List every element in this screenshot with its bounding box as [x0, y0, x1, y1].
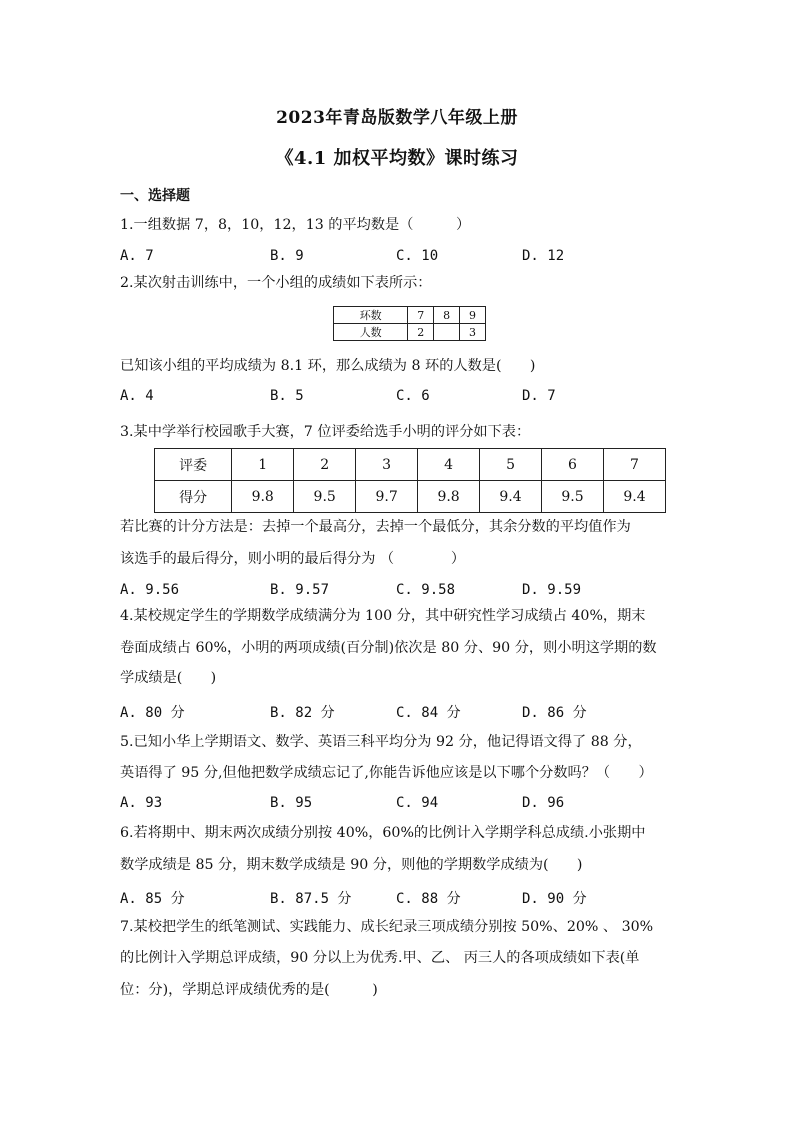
q5-option-a: A. 93 — [120, 795, 163, 811]
question-4-line-1: 4.某校规定学生的学期数学成绩满分为 100 分，其中研究性学习成绩占 40%，期末 — [120, 608, 646, 624]
q4-option-a: A. 80 分 — [120, 705, 185, 721]
question-7-line-3: 位：分)，学期总评成绩优秀的是( ) — [120, 982, 378, 998]
table-cell: 9.5 — [294, 481, 356, 513]
shooting-score-table — [333, 306, 486, 341]
q1-option-a: A. 7 — [120, 248, 154, 264]
table-cell: 评委 — [155, 449, 232, 481]
q1-option-d: D. 12 — [522, 248, 565, 264]
table-cell: 环数 — [334, 307, 408, 324]
section-heading: 一、选择题 — [120, 188, 190, 204]
table-cell: 得分 — [155, 481, 232, 513]
question-5-line-1: 5.已知小华上学期语文、数学、英语三科平均分为 92 分，他记得语文得了 88 分， — [120, 734, 642, 750]
q6-option-b: B. 87.5 分 — [270, 891, 352, 907]
table-cell: 7 — [408, 307, 434, 324]
q2-option-c: C. 6 — [396, 388, 430, 404]
table-row — [334, 324, 486, 341]
table-cell: 9 — [460, 307, 486, 324]
q5-option-b: B. 95 — [270, 795, 313, 811]
q2-option-b: B. 5 — [270, 388, 304, 404]
table-row — [155, 481, 666, 513]
table-cell — [434, 324, 460, 341]
question-6-line-2: 数学成绩是 85 分，期末数学成绩是 90 分，则他的学期数学成绩为( ) — [120, 857, 583, 873]
question-6-line-1: 6.若将期中、期末两次成绩分别按 40%，60%的比例计入学期学科总成绩.小张期中 — [120, 825, 646, 841]
question-7-line-2: 的比例计入学期总评成绩，90 分以上为优秀.甲、乙、 丙三人的各项成绩如下表(单 — [120, 950, 640, 966]
question-4-line-3: 学成绩是( ) — [120, 670, 217, 686]
table-row — [155, 449, 666, 481]
table-cell: 7 — [603, 449, 665, 481]
table-cell: 1 — [232, 449, 294, 481]
q1-option-c: C. 10 — [396, 248, 439, 264]
q4-option-b: B. 82 分 — [270, 705, 335, 721]
q2-option-d: D. 7 — [522, 388, 556, 404]
question-7-line-1: 7.某校把学生的纸笔测试、实践能力、成长纪录三项成绩分别按 50%、20% 、 30% — [120, 919, 654, 935]
question-2-stem: 2.某次射击训练中，一个小组的成绩如下表所示： — [120, 275, 432, 291]
table-cell: 3 — [460, 324, 486, 341]
table-cell: 8 — [434, 307, 460, 324]
question-1-stem: 1.一组数据 7，8，10，12，13 的平均数是（ ） — [120, 217, 471, 233]
q5-option-c: C. 94 — [396, 795, 439, 811]
q6-option-a: A. 85 分 — [120, 891, 185, 907]
table-cell: 9.8 — [232, 481, 294, 513]
q1-option-b: B. 9 — [270, 248, 304, 264]
table-row — [334, 307, 486, 324]
q3-option-d: D. 9.59 — [522, 582, 582, 598]
table-cell: 9.8 — [418, 481, 480, 513]
table-cell: 2 — [408, 324, 434, 341]
table-cell: 2 — [294, 449, 356, 481]
q2-option-a: A. 4 — [120, 388, 154, 404]
table-cell: 4 — [418, 449, 480, 481]
q3-option-c: C. 9.58 — [396, 582, 456, 598]
question-2-follow: 已知该小组的平均成绩为 8.1 环，那么成绩为 8 环的人数是( ) — [120, 358, 536, 374]
table-cell: 9.7 — [356, 481, 418, 513]
q5-option-d: D. 96 — [522, 795, 565, 811]
document-subtitle: 《4.1 加权平均数》课时练习 — [275, 148, 519, 169]
question-5-line-2: 英语得了 95 分,但他把数学成绩忘记了,你能告诉他应该是以下哪个分数吗？（ ） — [120, 765, 653, 781]
q3-option-a: A. 9.56 — [120, 582, 180, 598]
q6-option-d: D. 90 分 — [522, 891, 587, 907]
q4-option-d: D. 86 分 — [522, 705, 587, 721]
table-cell: 5 — [480, 449, 542, 481]
question-3-line-1: 若比赛的计分方法是：去掉一个最高分，去掉一个最低分，其余分数的平均值作为 — [120, 519, 631, 535]
document-title: 2023年青岛版数学八年级上册 — [276, 108, 518, 128]
question-3-stem: 3.某中学举行校园歌手大赛，7 位评委给选手小明的评分如下表： — [120, 424, 531, 440]
table-cell: 6 — [542, 449, 604, 481]
table-cell: 9.4 — [480, 481, 542, 513]
q4-option-c: C. 84 分 — [396, 705, 461, 721]
question-4-line-2: 卷面成绩占 60%，小明的两项成绩(百分制)依次是 80 分、90 分，则小明这学期的数 — [120, 640, 657, 656]
judge-score-table — [154, 448, 666, 513]
q6-option-c: C. 88 分 — [396, 891, 461, 907]
q3-option-b: B. 9.57 — [270, 582, 330, 598]
table-cell: 9.4 — [603, 481, 665, 513]
table-cell: 人数 — [334, 324, 408, 341]
question-3-line-2: 该选手的最后得分，则小明的最后得分为 （ ） — [120, 551, 466, 567]
table-cell: 3 — [356, 449, 418, 481]
table-cell: 9.5 — [542, 481, 604, 513]
